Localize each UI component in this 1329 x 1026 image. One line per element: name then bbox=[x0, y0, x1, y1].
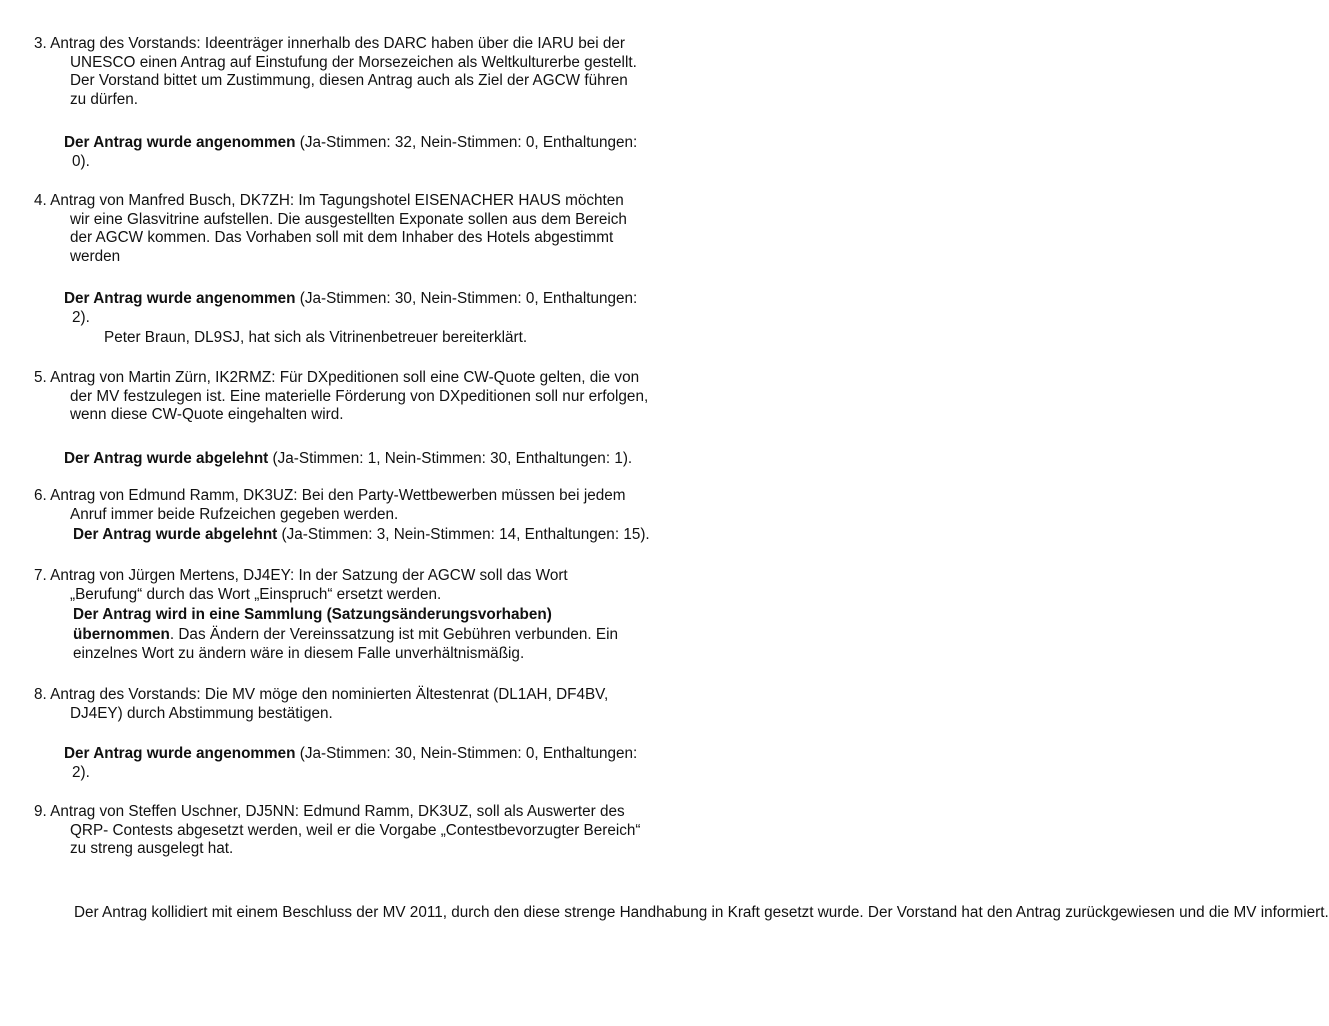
motion-4 bbox=[34, 192, 754, 266]
motion-3-result-cont: 0). bbox=[72, 153, 90, 170]
paragraph-line: Handhabung in Kraft gesetzt wurde. Der Vorstand hat den Antrag zurückgewiesen bbox=[619, 904, 1175, 921]
result-verdict: Der Antrag wird in eine Sammlung (Satzungsänderungsvorhaben) bbox=[73, 606, 552, 623]
result-votes: (Ja-Stimmen: 3, Nein-Stimmen: 14, Enthaltungen: 15). bbox=[277, 526, 650, 543]
motion-text-line: wir eine Glasvitrine aufstellen. Die ausgestellten Exponate sollen aus dem Bereich bbox=[70, 210, 627, 228]
motion-text-line: 8. Antrag des Vorstands: Die MV möge den nominierten Ältestenrat (DL1AH, DF4BV, bbox=[34, 686, 609, 703]
result-votes: (Ja-Stimmen: 32, Nein-Stimmen: 0, Enthaltungen: bbox=[295, 134, 638, 151]
result-votes: (Ja-Stimmen: 30, Nein-Stimmen: 0, Enthaltungen: bbox=[295, 745, 638, 762]
motion-4-note: Peter Braun, DL9SJ, hat sich als Vitrinenbetreuer bereiterklärt. bbox=[104, 329, 528, 346]
motion-text-line: Der Vorstand bittet um Zustimmung, diesen Antrag auch als Ziel der AGCW führen bbox=[70, 72, 628, 90]
motion-text-line: 3. Antrag des Vorstands: Ideenträger innerhalb des DARC haben über die IARU bei der bbox=[34, 35, 625, 52]
motion-4-result-cont: 2). bbox=[72, 309, 90, 326]
motion-6 bbox=[34, 487, 754, 524]
result-votes: (Ja-Stimmen: 1, Nein-Stimmen: 30, Enthaltungen: 1). bbox=[268, 450, 633, 467]
motion-9 bbox=[34, 803, 754, 859]
motion-text-line: zu streng ausgelegt hat. bbox=[70, 840, 234, 858]
paragraph-line: Der Antrag kollidiert mit einem Beschluss der MV 2011, durch den diese strenge bbox=[74, 904, 616, 921]
motion-8-result bbox=[64, 745, 637, 764]
motion-4-result bbox=[64, 290, 637, 309]
result-verdict: Der Antrag wurde abgelehnt bbox=[64, 450, 269, 467]
motion-5-result bbox=[64, 450, 632, 469]
result-verdict: Der Antrag wurde angenommen bbox=[64, 290, 296, 307]
motion-text-line: 5. Antrag von Martin Zürn, IK2RMZ: Für DXpeditionen soll eine CW-Quote gelten, die von bbox=[34, 369, 640, 386]
motion-6-result bbox=[73, 526, 650, 545]
motion-9-paragraph bbox=[74, 904, 1329, 923]
motion-text-line: „Berufung“ durch das Wort „Einspruch“ ersetzt werden. bbox=[70, 585, 442, 603]
result-verdict-cont: übernommen bbox=[73, 626, 170, 643]
motion-text-line: der AGCW kommen. Das Vorhaben soll mit dem Inhaber des Hotels abgestimmt bbox=[70, 229, 614, 247]
motion-8 bbox=[34, 686, 754, 723]
motion-text-line: UNESCO einen Antrag auf Einstufung der Morsezeichen als Weltkulturerbe gestellt. bbox=[70, 53, 637, 71]
motion-8-result-cont: 2). bbox=[72, 764, 90, 781]
motion-3 bbox=[34, 35, 754, 109]
motion-text-line: QRP- Contests abgesetzt werden, weil er die Vorgabe „Contestbevorzugter Bereich“ bbox=[70, 821, 641, 839]
motion-text-line: der MV festzulegen ist. Eine materielle Förderung von DXpeditionen soll nur erfolgen, bbox=[70, 387, 649, 405]
result-votes: (Ja-Stimmen: 30, Nein-Stimmen: 0, Enthaltungen: bbox=[295, 290, 638, 307]
motion-text-line: DJ4EY) durch Abstimmung bestätigen. bbox=[70, 704, 333, 722]
motion-text-line: zu dürfen. bbox=[70, 90, 139, 108]
motion-text-line: 9. Antrag von Steffen Uschner, DJ5NN: Edmund Ramm, DK3UZ, soll als Auswerter des bbox=[34, 803, 625, 820]
motion-text-line: wenn diese CW-Quote eingehalten wird. bbox=[70, 406, 344, 424]
motion-text-line: 6. Antrag von Edmund Ramm, DK3UZ: Bei den Party-Wettbewerben müssen bei jedem bbox=[34, 487, 626, 504]
motion-7 bbox=[34, 567, 754, 604]
result-verdict: Der Antrag wurde angenommen bbox=[64, 134, 296, 151]
motion-7-result bbox=[73, 606, 552, 625]
result-verdict: Der Antrag wurde angenommen bbox=[64, 745, 296, 762]
result-verdict: Der Antrag wurde abgelehnt bbox=[73, 526, 278, 543]
paragraph-line: und die MV informiert. bbox=[1179, 904, 1329, 921]
result-comment: . Das Ändern der Vereinssatzung ist mit Gebühren verbunden. Ein bbox=[169, 626, 619, 643]
motion-text-line: 7. Antrag von Jürgen Mertens, DJ4EY: In der Satzung der AGCW soll das Wort bbox=[34, 567, 568, 584]
motion-text-line: 4. Antrag von Manfred Busch, DK7ZH: Im Tagungshotel EISENACHER HAUS möchten bbox=[34, 192, 624, 209]
motion-text-line: werden bbox=[70, 247, 121, 265]
motion-7-result-line2 bbox=[73, 626, 618, 645]
motion-text-line: Anruf immer beide Rufzeichen gegeben werden. bbox=[70, 505, 399, 523]
motion-7-result-cont: einzelnes Wort zu ändern wäre in diesem Falle unverhältnismäßig. bbox=[73, 645, 525, 662]
motion-5 bbox=[34, 369, 754, 425]
motion-3-result bbox=[64, 134, 637, 153]
